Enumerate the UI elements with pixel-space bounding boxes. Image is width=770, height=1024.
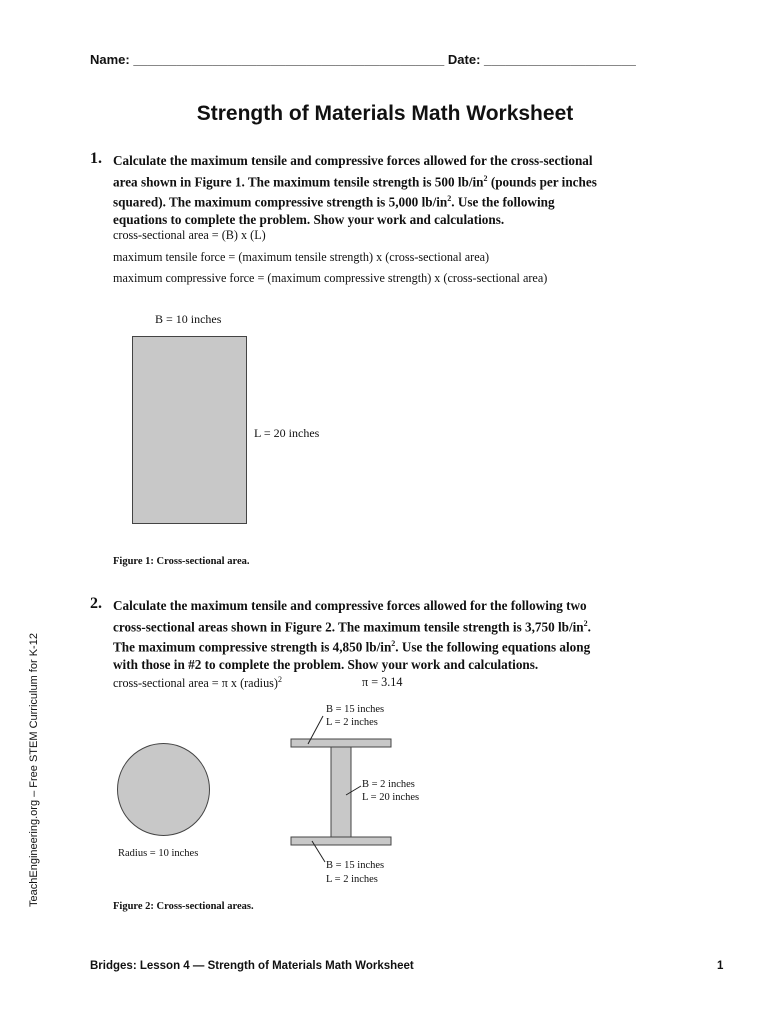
- page-number: 1: [717, 960, 724, 972]
- question-2-number: 2.: [90, 595, 102, 612]
- bottom-flange-l-label: L = 2 inches: [326, 874, 378, 885]
- web-l-label: L = 20 inches: [362, 792, 420, 803]
- q1-line-1: Calculate the maximum tensile and compressive forces allowed for the cross-sectional: [113, 153, 593, 168]
- q2-line-2: cross-sectional areas shown in Figure 2. The maximum tensile strength is 3,750 $lb/in^2$.: [113, 618, 591, 634]
- q1-line-2: area shown in Figure 1. The maximum tensile strength is 500 $lb/in^2$ (pounds per inches: [113, 173, 597, 189]
- question-1-number: 1.: [90, 150, 102, 167]
- name-label: Name:: [90, 52, 130, 67]
- q2-line-3: The maximum compressive strength is 4,850 $lb/in^2$. Use the following equations along: [113, 639, 591, 655]
- page-title: Strength of Materials Math Worksheet: [196, 102, 574, 125]
- date-blank[interactable]: _____________________: [484, 52, 636, 67]
- footer-text: Bridges: Lesson 4 — Strength of Materials Math Worksheet: [90, 960, 414, 972]
- name-blank[interactable]: ___________________________________________: [133, 52, 445, 67]
- figure1-l-label: L = 20 inches: [254, 426, 320, 440]
- top-flange-b-label: B = 15 inches: [326, 704, 385, 715]
- i-beam-bottom-flange: [291, 837, 391, 845]
- question-1-text: [113, 152, 673, 229]
- q2-line-4: with those in #2 to complete the problem. Show your work and calculations.: [113, 657, 539, 673]
- figure1-b-label: B = 10 inches: [155, 312, 222, 326]
- figure2-circle: [117, 743, 210, 836]
- question-2-text: [113, 597, 673, 674]
- figure2-radius-label: Radius = 10 inches: [118, 848, 199, 859]
- bottom-flange-b-label: B = 15 inches: [326, 860, 385, 871]
- q2-line-1: Calculate the maximum tensile and compressive forces allowed for the following two: [113, 598, 587, 613]
- i-beam-top-flange: [291, 739, 391, 747]
- q1-line-3: squared). The maximum compressive strength is 5,000 $lb/in^2$. Use the following: [113, 194, 555, 210]
- figure2-caption: Figure 2: Cross-sectional areas.: [113, 901, 254, 912]
- q1-line-4: equations to complete the problem. Show your work and calculations.: [113, 212, 505, 228]
- name-date-line: [90, 52, 636, 67]
- web-b-label: B = 2 inches: [362, 779, 415, 790]
- figure1-rectangle: [132, 336, 247, 524]
- q1-equation-area: cross-sectional area = (B) x (L): [113, 228, 266, 242]
- q2-equation-pi: π = 3.14: [362, 675, 403, 689]
- figure1-caption: Figure 1: Cross-sectional area.: [113, 556, 250, 567]
- q1-equation-compressive: maximum compressive force = (maximum compressive strength) x (cross-sectional area): [113, 271, 548, 285]
- q2-equation-area: cross-sectional area = π x (radius)$^2$: [113, 675, 282, 691]
- side-watermark-text: TeachEngineering.org – Free STEM Curriculum for K-12: [28, 633, 40, 907]
- i-beam-web: [331, 747, 351, 837]
- q1-equation-tensile: maximum tensile force = (maximum tensile strength) x (cross-sectional area): [113, 250, 490, 264]
- top-flange-l-label: L = 2 inches: [326, 717, 378, 728]
- date-label: Date:: [447, 52, 481, 67]
